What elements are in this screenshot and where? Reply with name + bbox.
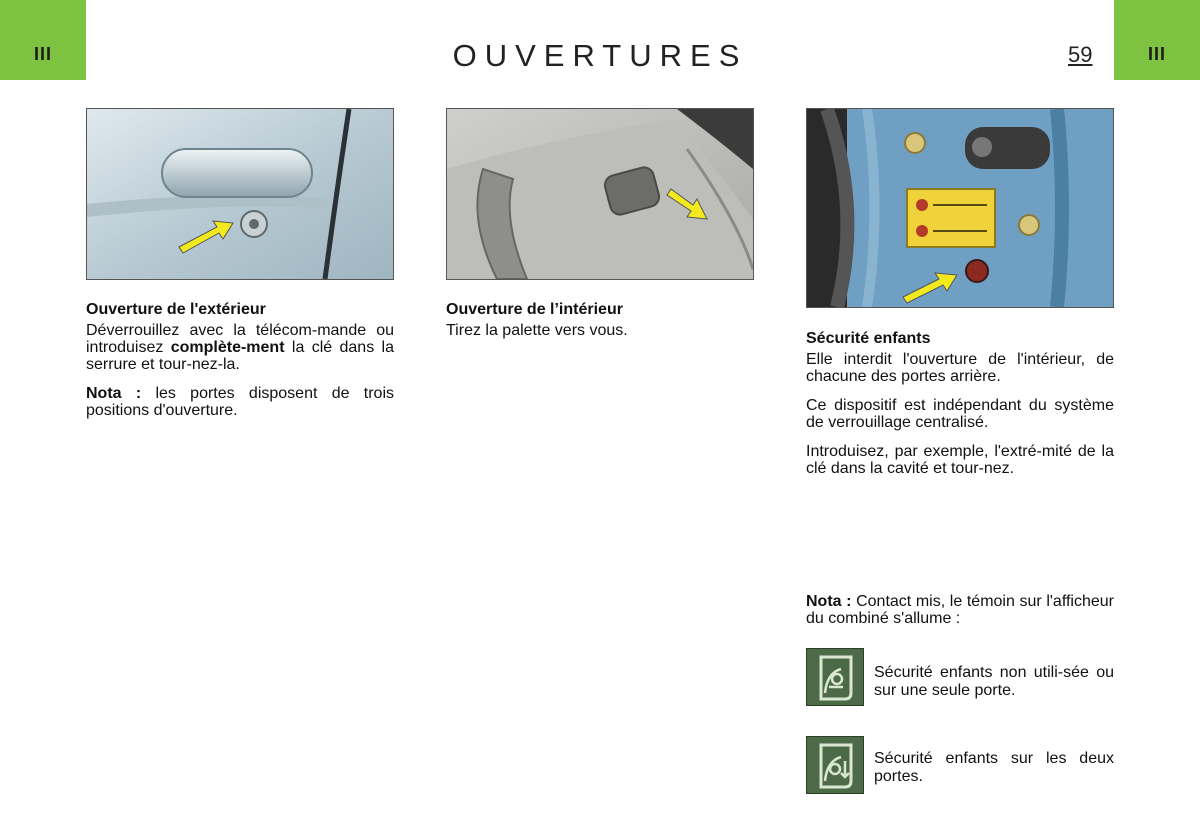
- chapter-tab-label: III: [33, 44, 52, 64]
- nota-label: Nota :: [806, 593, 852, 610]
- child-safety-paragraph-2: Ce dispositif est indépendant du système de verrouillage centralisé.: [806, 397, 1114, 431]
- paragraph-text: Déverrouillez avec la télécom-mande ou introduisez: [86, 322, 394, 356]
- section-heading: Ouverture de l’intérieur: [446, 301, 623, 318]
- child-lock-both-icon: [806, 736, 864, 794]
- nota-text: les portes disposent de trois positions d'ouverture.: [86, 385, 395, 419]
- child-lock-both-description: Sécurité enfants sur les deux portes.: [874, 750, 1114, 785]
- nota-label: Nota :: [86, 385, 142, 402]
- child-safety-section: [806, 330, 1114, 489]
- child-lock-single-description: Sécurité enfants non utili-sée ou sur une seule porte.: [874, 664, 1114, 699]
- child-safety-paragraph-1: Elle interdit l'ouverture de l'intérieur, de chacune des portes arrière.: [806, 351, 1114, 385]
- section-heading: Ouverture de l'extérieur: [86, 301, 266, 318]
- page-title: OUVERTURES: [452, 38, 748, 73]
- chapter-tab-label: III: [1147, 44, 1166, 64]
- exterior-opening-section: [86, 301, 394, 431]
- paragraph-text: la clé dans la serrure et tour-nez-la.: [86, 339, 394, 373]
- nota-text: Contact mis, le témoin sur l'afficheur du combiné s'allume :: [806, 593, 1115, 627]
- child-lock-warning-icon: [806, 648, 864, 706]
- exterior-handle-photo: [86, 108, 394, 280]
- exterior-opening-paragraph: [86, 322, 394, 373]
- nota-paragraph: [86, 385, 394, 419]
- child-safety-nota: [806, 593, 1114, 639]
- interior-opening-section: [446, 301, 754, 351]
- child-safety-lock-photo: [806, 108, 1114, 308]
- child-safety-paragraph-3: Introduisez, par exemple, l'extré-mité de la clé dans la cavité et tour-nez.: [806, 443, 1114, 477]
- interior-opening-paragraph: Tirez la palette vers vous.: [446, 322, 628, 339]
- page-number: 59: [1068, 42, 1093, 67]
- interior-handle-photo: [446, 108, 754, 280]
- bold-text: complète-ment: [170, 339, 285, 356]
- section-heading: Sécurité enfants: [806, 330, 931, 347]
- nota-paragraph: [806, 593, 1114, 627]
